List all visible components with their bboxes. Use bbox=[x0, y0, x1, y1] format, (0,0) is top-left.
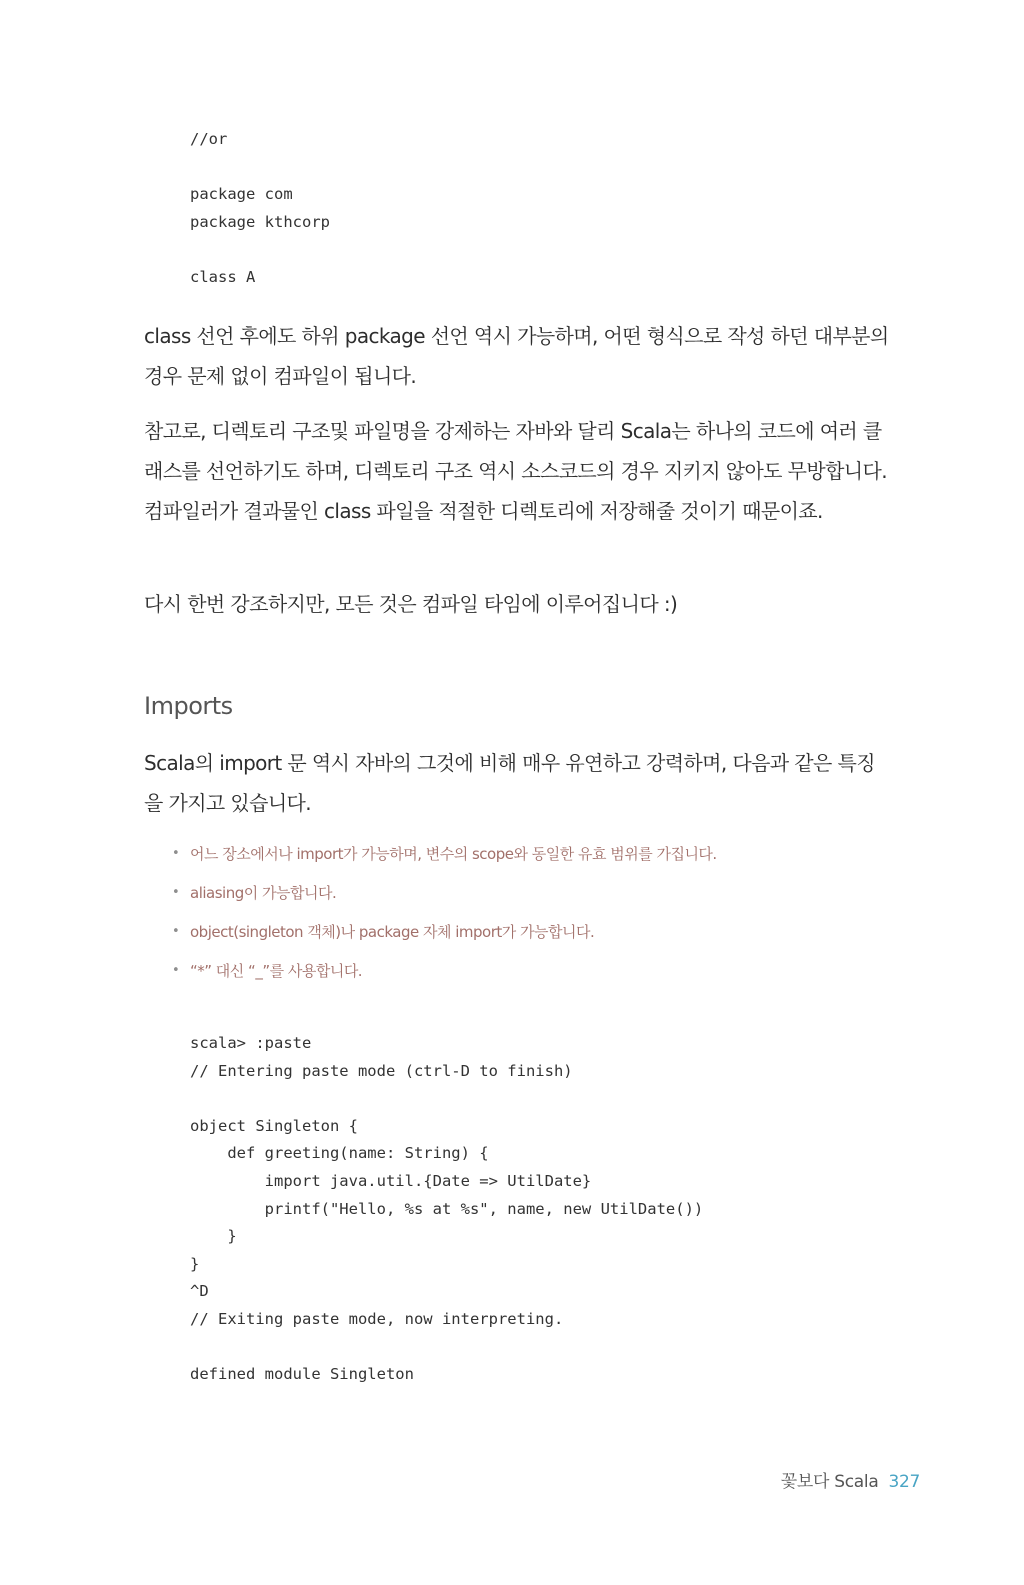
feature-list bbox=[170, 838, 870, 994]
list-item bbox=[170, 955, 870, 994]
list-item-text: 어느 장소에서나 import가 가능하며, 변수의 scope와 동일한 유효 범위를 가집니다. bbox=[190, 845, 717, 863]
list-item-text: aliasing이 가능합니다. bbox=[190, 884, 337, 902]
code-block-package: //or package com package kthcorp class A bbox=[190, 130, 330, 286]
page-footer bbox=[781, 1467, 920, 1492]
list-item bbox=[170, 916, 870, 955]
paragraph-compile-time: 다시 한번 강조하지만, 모든 것은 컴파일 타임에 이루어집니다 :) bbox=[144, 592, 678, 616]
paragraph-class-package: class 선언 후에도 하위 package 선언 역시 가능하며, 어떤 형식으로 작성 하던 대부분의 경우 문제 없이 컴파일이 됩니다. bbox=[144, 324, 889, 388]
paragraph-imports-intro: Scala의 import 문 역시 자바의 그것에 비해 매우 유연하고 강력하며, 다음과 같은 특징을 가지고 있습니다. bbox=[144, 751, 875, 815]
bullet-dot-icon: • bbox=[172, 885, 180, 900]
list-item-text: object(singleton 객체)나 package 자체 import가 가능합니다. bbox=[190, 923, 595, 941]
bullet-dot-icon: • bbox=[172, 963, 180, 978]
bullet-dot-icon: • bbox=[172, 846, 180, 861]
list-item bbox=[170, 838, 870, 877]
section-heading-imports: Imports bbox=[144, 692, 233, 720]
code-block-singleton: scala> :paste // Entering paste mode (ctrl-D to finish) object Singleton { def greeting(name: String) { import java.util.{Date => UtilDate} printf("Hello, %s at %s", name, new UtilDate()) } } ^D // Exiting paste mode, now interpreting. defined module Singleton bbox=[190, 1034, 704, 1384]
page-number: 327 bbox=[888, 1472, 920, 1492]
list-item bbox=[170, 877, 870, 916]
list-item-text: “*” 대신 “_”를 사용합니다. bbox=[190, 962, 363, 980]
bullet-dot-icon: • bbox=[172, 924, 180, 939]
book-title: 꽃보다 Scala bbox=[780, 1472, 879, 1492]
paragraph-directory-note: 참고로, 디렉토리 구조및 파일명을 강제하는 자바와 달리 Scala는 하나의 코드에 여러 클래스를 선언하기도 하며, 디렉토리 구조 역시 소스코드의 경우 지키지 않아도 무방합니다. 컴파일러가 결과물인 class 파일을 적절한 디렉토리에 저장해줄 것이기 때문이죠. bbox=[144, 419, 888, 523]
